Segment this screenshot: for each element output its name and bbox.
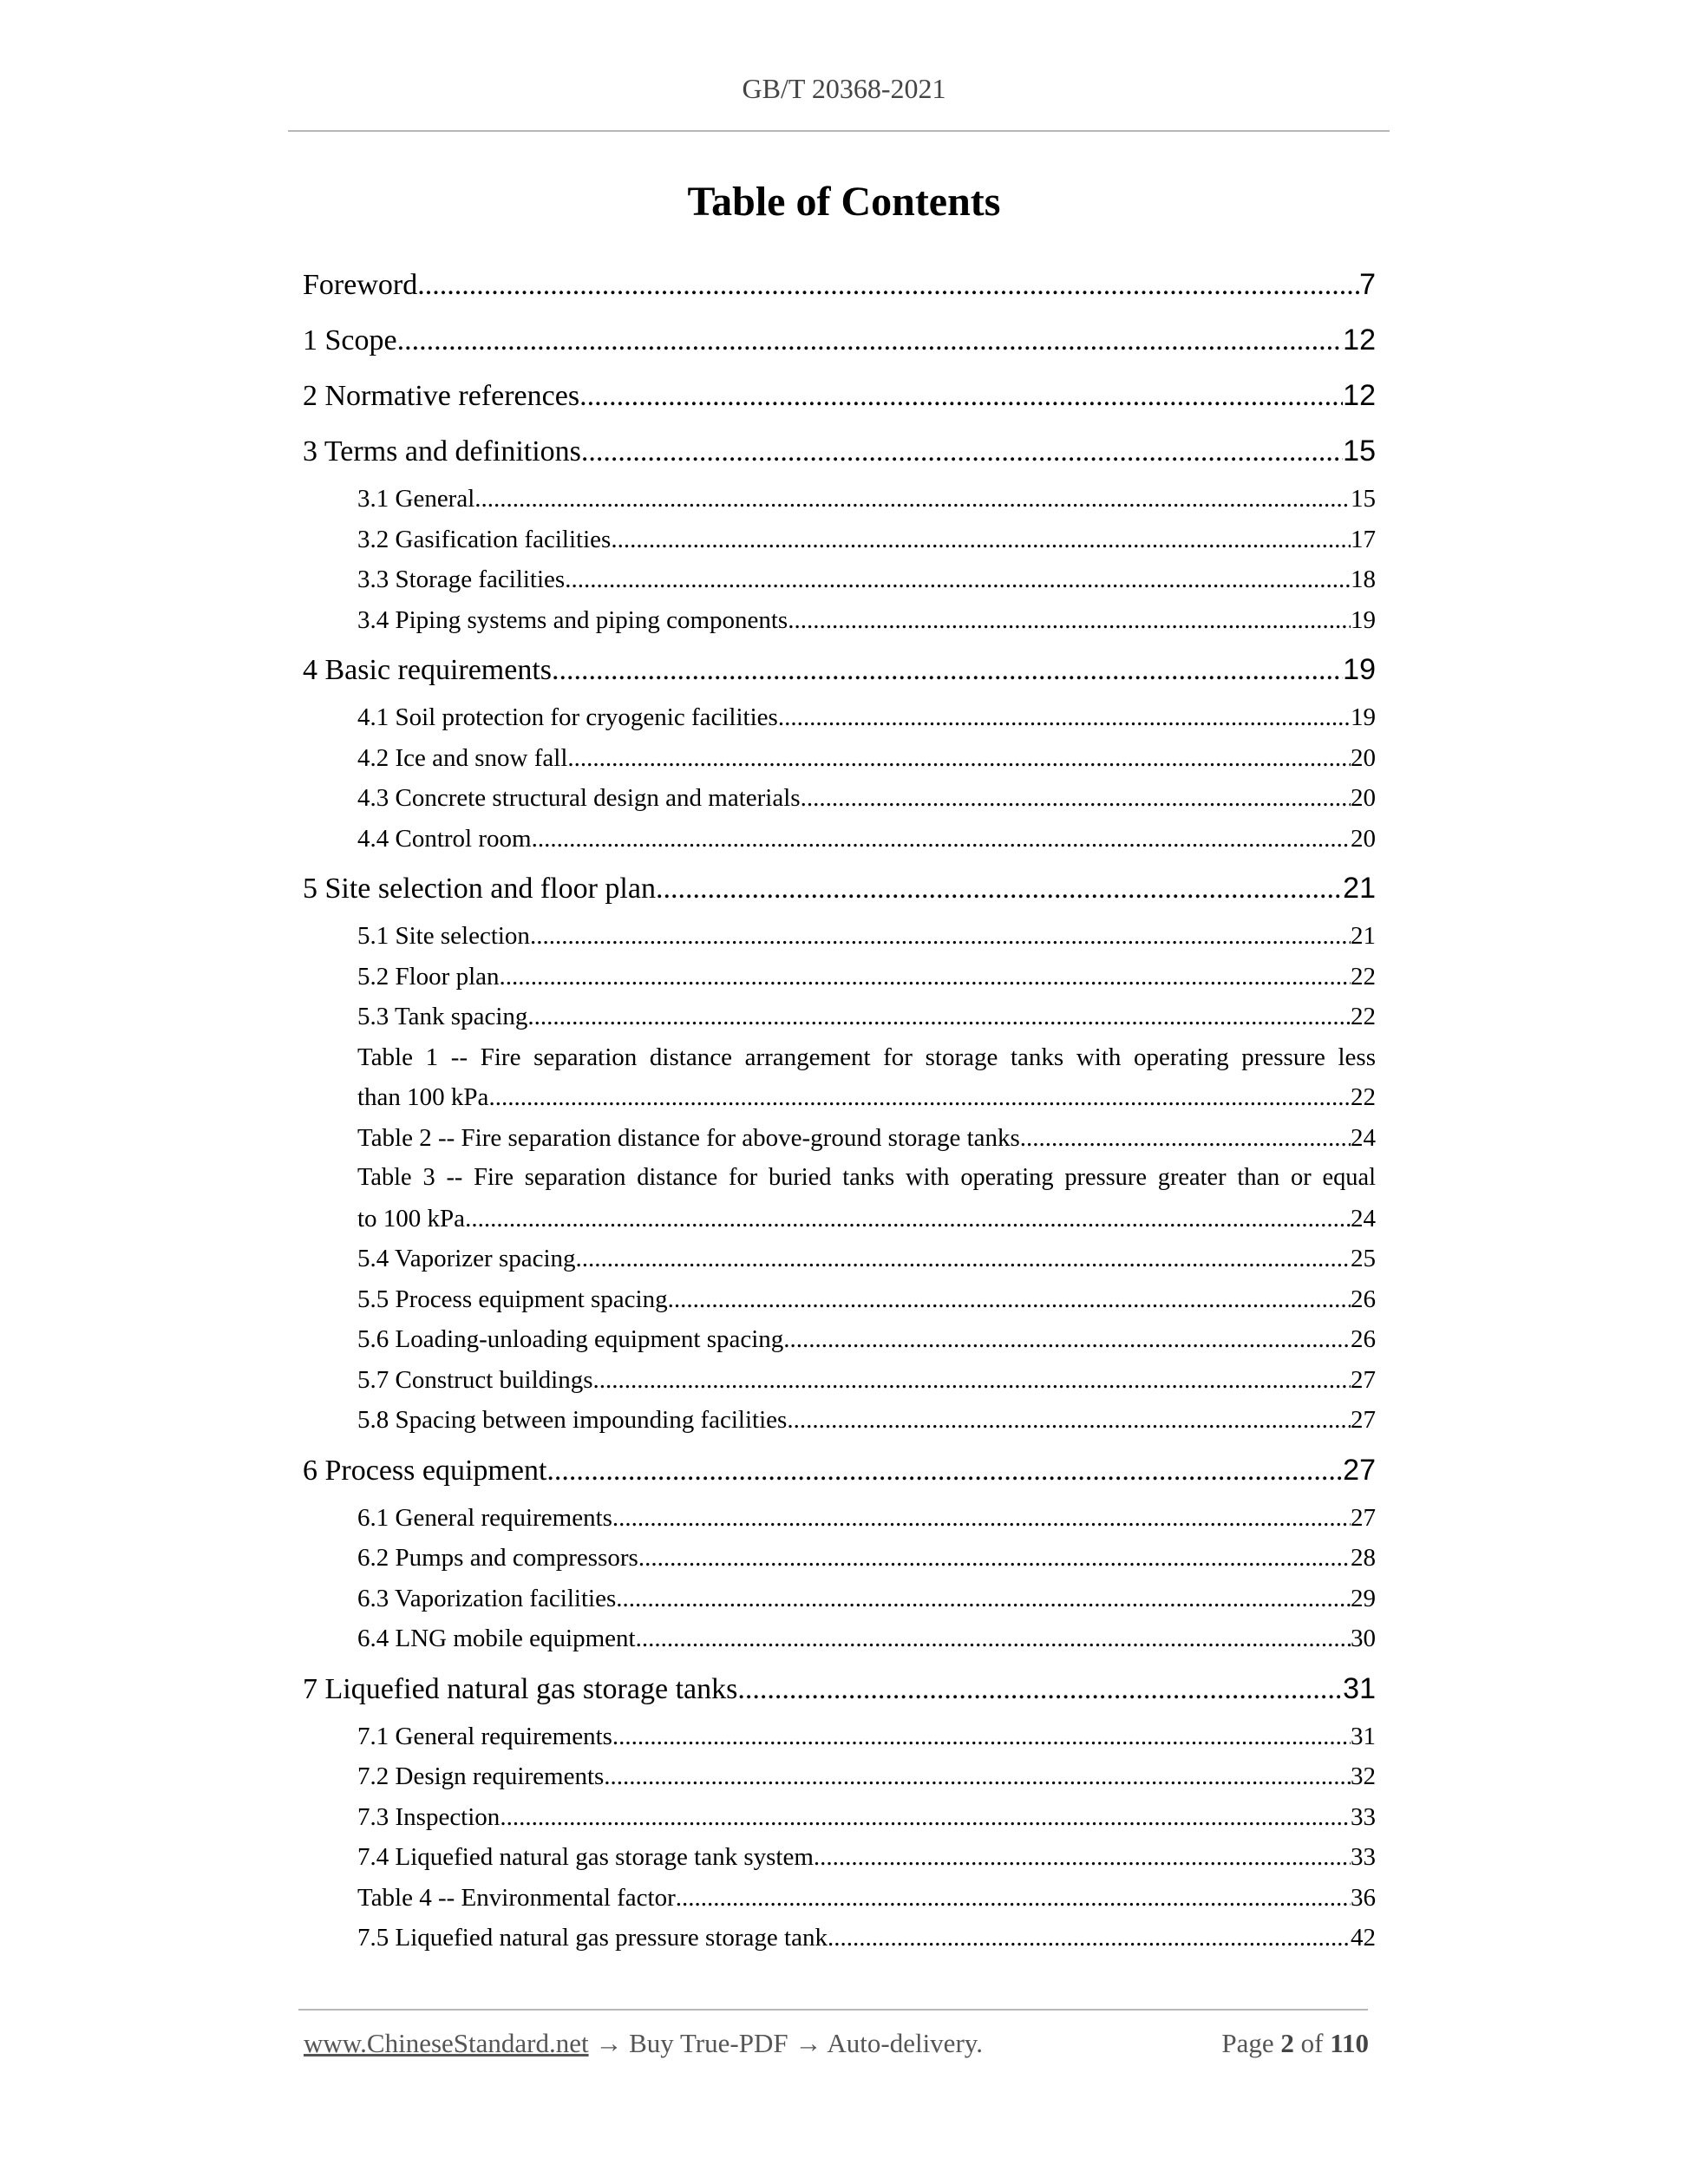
toc-entry-6-1[interactable]: 6.1 General requirements ..... 27 xyxy=(303,1498,1376,1539)
footer-divider xyxy=(298,2009,1368,2011)
toc-entry-5-7[interactable]: 5.7 Construct buildings ..... 27 xyxy=(303,1360,1376,1401)
site-link[interactable]: www.ChineseStandard.net xyxy=(304,2028,589,2058)
page-indicator: Page 2 of 110 xyxy=(1221,2028,1369,2058)
toc-entry-4-4[interactable]: 4.4 Control room ..... 20 xyxy=(303,819,1376,860)
toc-entry-2-normative-references[interactable]: 2 Normative references ..... 12 xyxy=(303,368,1376,423)
current-page-number: 2 xyxy=(1280,2028,1294,2058)
toc-entry-7-3[interactable]: 7.3 Inspection ..... 33 xyxy=(303,1797,1376,1838)
table-of-contents xyxy=(303,257,1376,1958)
toc-entry-foreword[interactable]: Foreword ..... 7 xyxy=(303,257,1376,312)
toc-entry-table-2[interactable]: Table 2 -- Fire separation distance for above-ground storage tanks ..... 24 xyxy=(303,1118,1376,1159)
toc-entry-5-site-selection[interactable]: 5 Site selection and floor plan ..... 21 xyxy=(303,860,1376,916)
header-divider xyxy=(288,130,1390,132)
toc-entry-6-2[interactable]: 6.2 Pumps and compressors ..... 28 xyxy=(303,1538,1376,1579)
page-footer xyxy=(304,2028,1369,2059)
toc-title: Table of Contents xyxy=(687,179,1001,225)
toc-entry-7-1[interactable]: 7.1 General requirements ..... 31 xyxy=(303,1716,1376,1757)
toc-entry-7-2[interactable]: 7.2 Design requirements ..... 32 xyxy=(303,1756,1376,1797)
toc-entry-3-4[interactable]: 3.4 Piping systems and piping components ..... 19 xyxy=(303,600,1376,641)
toc-entry-table-1[interactable]: than 100 kPa ..... 22 xyxy=(303,1077,1376,1118)
toc-entry-5-4[interactable]: 5.4 Vaporizer spacing ..... 25 xyxy=(303,1239,1376,1279)
toc-entry-5-3[interactable]: 5.3 Tank spacing ..... 22 xyxy=(303,997,1376,1037)
toc-entry-5-6[interactable]: 5.6 Loading-unloading equipment spacing ..... 26 xyxy=(303,1319,1376,1360)
total-page-count: 110 xyxy=(1330,2028,1369,2058)
toc-entry-7-lng-storage-tanks[interactable]: 7 Liquefied natural gas storage tanks ..... 31 xyxy=(303,1661,1376,1716)
toc-entry-1-scope[interactable]: 1 Scope ..... 12 xyxy=(303,312,1376,368)
toc-entry-4-3[interactable]: 4.3 Concrete structural design and materials ..... 20 xyxy=(303,778,1376,819)
toc-entry-table-3[interactable]: to 100 kPa ..... 24 xyxy=(303,1199,1376,1239)
footer-tagline: → Buy True-PDF → Auto-delivery. xyxy=(588,2028,983,2058)
page-header: GB/T 20368-2021 xyxy=(742,73,946,104)
toc-entry-3-1[interactable]: 3.1 General ..... 15 xyxy=(303,479,1376,520)
toc-entry-3-2[interactable]: 3.2 Gasification facilities ..... 17 xyxy=(303,520,1376,560)
toc-entry-4-1[interactable]: 4.1 Soil protection for cryogenic facilities ..... 19 xyxy=(303,697,1376,738)
toc-entry-6-3[interactable]: 6.3 Vaporization facilities ..... 29 xyxy=(303,1579,1376,1619)
toc-entry-5-5[interactable]: 5.5 Process equipment spacing ..... 26 xyxy=(303,1279,1376,1320)
toc-entry-5-1[interactable]: 5.1 Site selection ..... 21 xyxy=(303,916,1376,957)
toc-entry-5-2[interactable]: 5.2 Floor plan ..... 22 xyxy=(303,957,1376,997)
footer-promo xyxy=(304,2028,983,2059)
toc-entry-table-4[interactable]: Table 4 -- Environmental factor ..... 36 xyxy=(303,1878,1376,1919)
toc-entry-6-4[interactable]: 6.4 LNG mobile equipment ..... 30 xyxy=(303,1618,1376,1659)
toc-entry-table-3-line1[interactable]: Table 3 -- Fire separation distance for buried tanks with operating pressure greater than or equal xyxy=(357,1164,1376,1191)
toc-entry-3-3[interactable]: 3.3 Storage facilities ..... 18 xyxy=(303,559,1376,600)
toc-entry-5-8[interactable]: 5.8 Spacing between impounding facilities ..... 27 xyxy=(303,1400,1376,1441)
toc-entry-7-5[interactable]: 7.5 Liquefied natural gas pressure storage tank ..... 42 xyxy=(303,1918,1376,1958)
toc-entry-4-2[interactable]: 4.2 Ice and snow fall ..... 20 xyxy=(303,738,1376,779)
toc-entry-6-process-equipment[interactable]: 6 Process equipment ..... 27 xyxy=(303,1442,1376,1498)
toc-entry-3-terms[interactable]: 3 Terms and definitions ..... 15 xyxy=(303,423,1376,479)
toc-entry-7-4[interactable]: 7.4 Liquefied natural gas storage tank system ..... 33 xyxy=(303,1837,1376,1878)
toc-entry-4-basic-requirements[interactable]: 4 Basic requirements ..... 19 xyxy=(303,642,1376,697)
toc-entry-table-1-line1[interactable]: Table 1 -- Fire separation distance arrangement for storage tanks with operating pressure less xyxy=(357,1043,1376,1071)
